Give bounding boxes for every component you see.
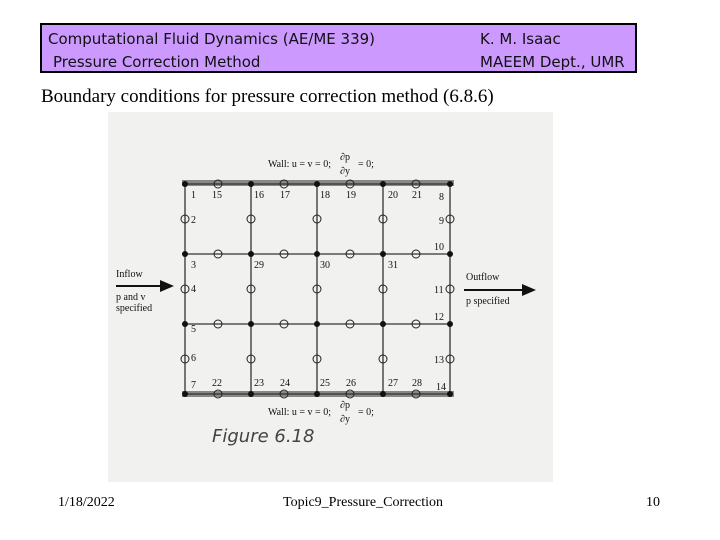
- top-dp-num: ∂p: [340, 152, 350, 163]
- figure-caption: Figure 6.18: [212, 426, 315, 447]
- num-31: 31: [388, 260, 398, 271]
- num-23: 23: [254, 378, 264, 389]
- num-18: 18: [320, 190, 330, 201]
- grid-figure: [108, 112, 553, 482]
- outflow-sub: p specified: [466, 296, 510, 307]
- bottom-dp-num: ∂p: [340, 400, 350, 411]
- num-22: 22: [212, 378, 222, 389]
- num-15: 15: [212, 190, 222, 201]
- num-6: 6: [191, 353, 196, 364]
- num-4: 4: [191, 284, 196, 295]
- num-1: 1: [191, 190, 196, 201]
- bottom-dp-den: ∂y: [340, 414, 350, 425]
- num-26: 26: [346, 378, 356, 389]
- num-19: 19: [346, 190, 356, 201]
- department: MAEEM Dept., UMR: [480, 53, 625, 71]
- grid-diagram: [108, 112, 553, 482]
- num-25: 25: [320, 378, 330, 389]
- num-10: 10: [434, 242, 444, 253]
- top-dp-den: ∂y: [340, 166, 350, 177]
- inflow-sub2: specified: [116, 303, 153, 314]
- num-3: 3: [191, 260, 196, 271]
- author-name: K. M. Isaac: [480, 30, 561, 48]
- topic-title: Pressure Correction Method: [53, 53, 261, 71]
- num-2: 2: [191, 215, 196, 226]
- num-13: 13: [434, 355, 444, 366]
- inflow-arrow: [116, 280, 174, 292]
- num-20: 20: [388, 190, 398, 201]
- course-title: Computational Fluid Dynamics (AE/ME 339): [48, 30, 376, 48]
- num-9: 9: [439, 216, 444, 227]
- slide-subtitle: Boundary conditions for pressure correction method (6.8.6): [41, 86, 494, 107]
- inflow-sub1: p and v: [116, 292, 146, 303]
- outflow-arrow: [464, 284, 536, 296]
- num-24: 24: [280, 378, 290, 389]
- top-dp-eq: = 0;: [358, 159, 374, 170]
- num-5: 5: [191, 324, 196, 335]
- num-27: 27: [388, 378, 398, 389]
- bottom-wall-label: Wall: u = v = 0;: [268, 407, 331, 418]
- footer-filename: Topic9_Pressure_Correction: [283, 495, 443, 510]
- num-17: 17: [280, 190, 290, 201]
- num-11: 11: [434, 285, 444, 296]
- slide-header: [40, 23, 637, 73]
- num-7: 7: [191, 380, 196, 391]
- num-29: 29: [254, 260, 264, 271]
- outflow-label: Outflow: [466, 272, 500, 283]
- num-30: 30: [320, 260, 330, 271]
- num-8: 8: [439, 192, 444, 203]
- top-wall-label: Wall: u = v = 0;: [268, 159, 331, 170]
- num-14: 14: [436, 382, 446, 393]
- footer-date: 1/18/2022: [58, 495, 115, 510]
- page-number: 10: [646, 495, 660, 510]
- num-16: 16: [254, 190, 264, 201]
- num-21: 21: [412, 190, 422, 201]
- inflow-label: Inflow: [116, 269, 143, 280]
- num-28: 28: [412, 378, 422, 389]
- bottom-dp-eq: = 0;: [358, 407, 374, 418]
- num-12: 12: [434, 312, 444, 323]
